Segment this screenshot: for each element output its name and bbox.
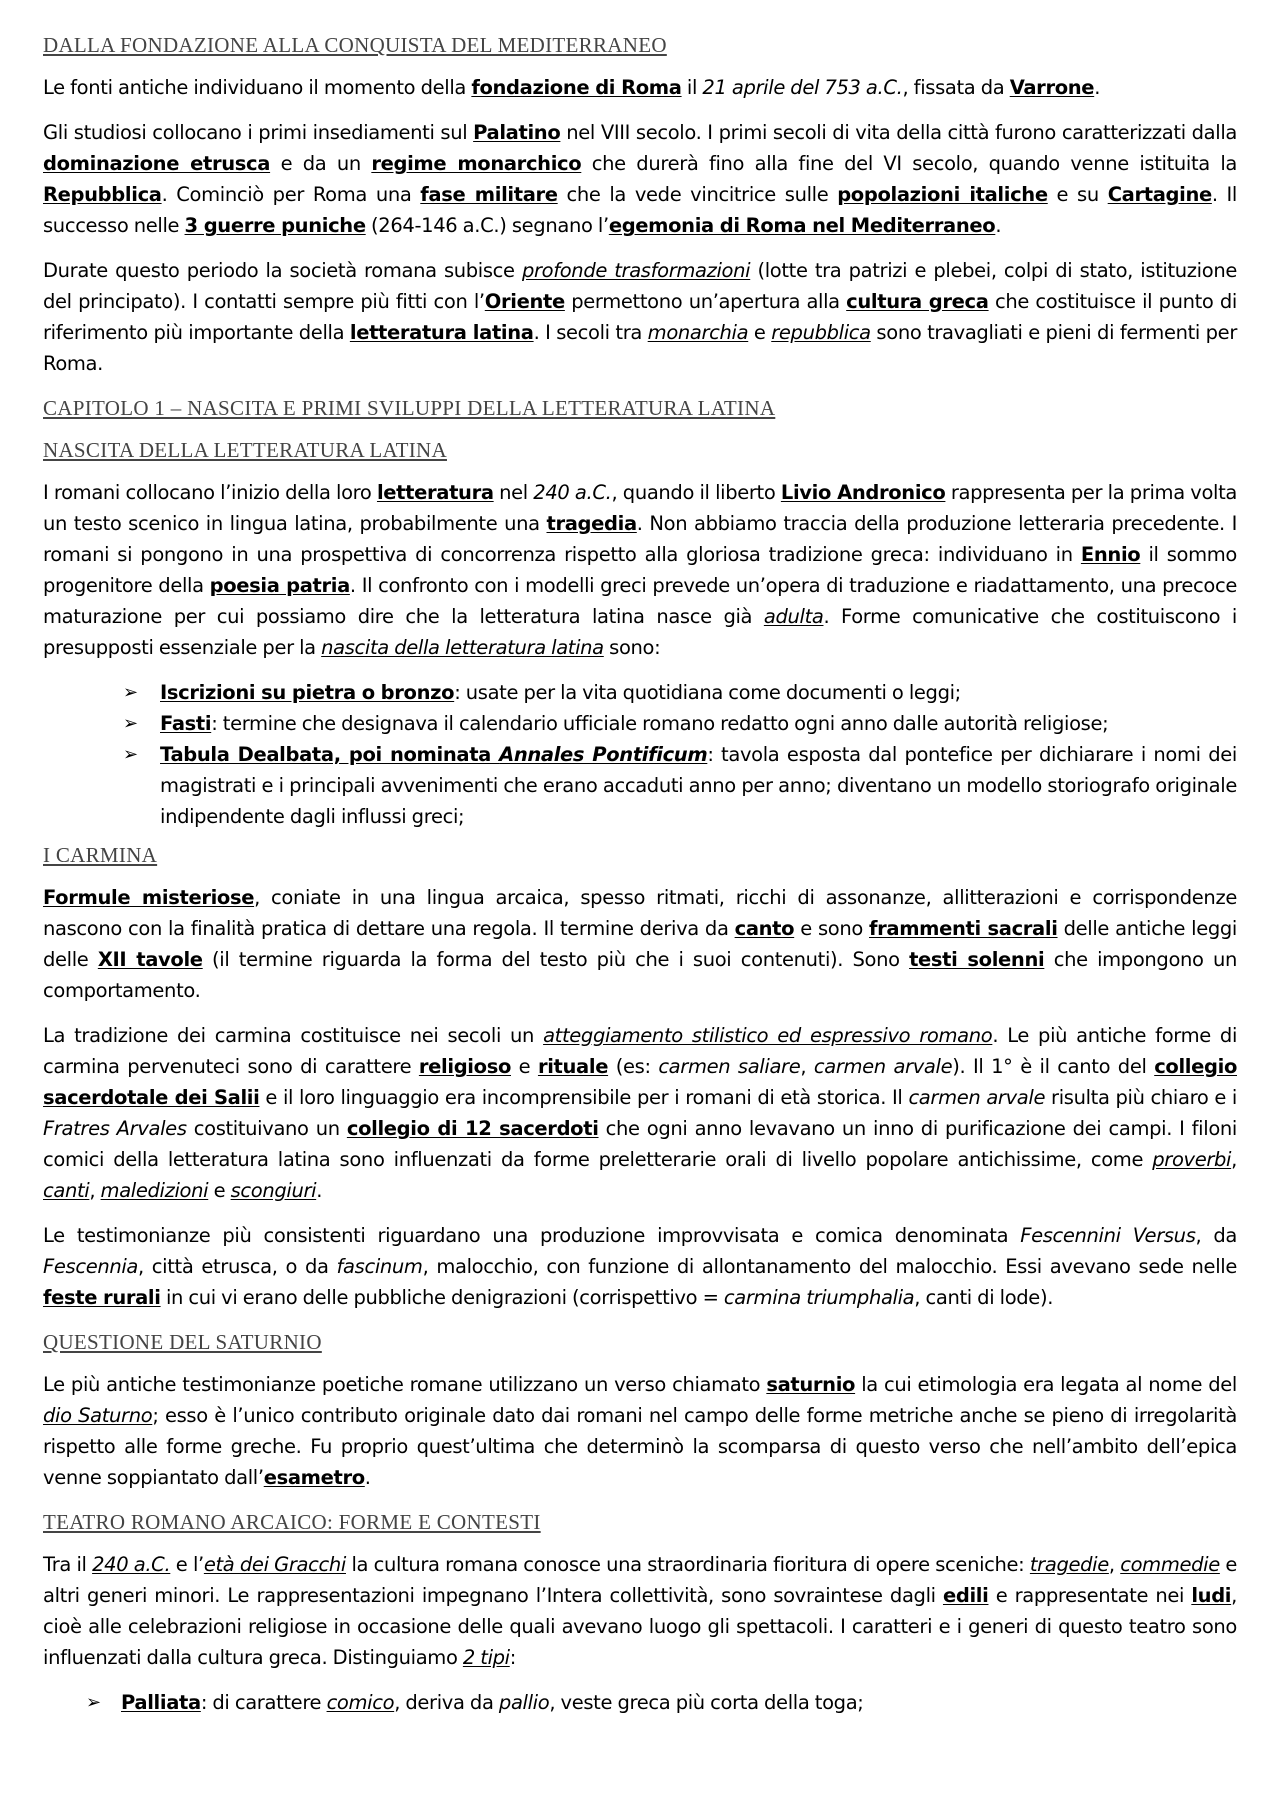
italic-text: Fescennia — [43, 1255, 139, 1278]
list-item — [43, 1687, 1237, 1718]
keyword: Ennio — [1080, 543, 1141, 566]
section-heading-saturnio: QUESTIONE DEL SATURNIO — [43, 1330, 322, 1354]
paragraph-formulae — [43, 882, 1237, 1006]
text-run: e l’ — [170, 1553, 204, 1576]
keyword: Iscrizioni su pietra o bronzo — [160, 681, 455, 704]
text-run: : — [509, 1646, 516, 1669]
text-run: nel VIII secolo. I primi secoli di vita della città furono caratterizzati dalla — [560, 121, 1237, 144]
text-run: : di carattere — [200, 1691, 327, 1714]
text-run: , fissata da — [902, 76, 1010, 99]
keyword: egemonia di Roma nel Mediterraneo — [608, 214, 996, 237]
text-run: , canti di lode). — [914, 1286, 1054, 1309]
keyword: esametro — [263, 1466, 365, 1489]
text-run: e — [511, 1055, 538, 1078]
text-run: , — [89, 1179, 101, 1202]
keyword: tragedia — [546, 512, 637, 535]
paragraph-theatre — [43, 1549, 1237, 1673]
italic-keyword: adulta — [763, 605, 824, 628]
italic-text: fascinum — [336, 1255, 423, 1278]
keyword: 3 guerre puniche — [184, 214, 366, 237]
text-run: : usate per la vita quotidiana come documenti o leggi; — [454, 681, 961, 704]
keyword: dominazione etrusca — [43, 152, 271, 175]
section-heading-foundation: DALLA FONDAZIONE ALLA CONQUISTA DEL MEDITERRANEO — [43, 33, 667, 57]
keyword: collegio sacerdotale dei Salii — [43, 1055, 1237, 1109]
italic-keyword: maledizioni — [100, 1179, 209, 1202]
keyword: cultura greca — [846, 290, 989, 313]
italic-text: Fratres Arvales — [43, 1117, 187, 1140]
keyword: feste rurali — [43, 1286, 161, 1309]
text-run: . Il confronto con i modelli greci prevede un’opera di traduzione e riadattamento, una precoce maturazione per cui possiamo dire che la letteratura latina nasce già — [43, 574, 1238, 628]
keyword: Fasti — [160, 712, 212, 735]
text-run: (il termine riguarda la forma del testo più che i suoi contenuti). Sono — [202, 948, 910, 971]
italic-text: carmen arvale — [908, 1086, 1046, 1109]
text-run: . Forme comunicative che costituiscono i presupposti essenziale per la — [43, 605, 1237, 659]
chapter-heading: CAPITOLO 1 – NASCITA E PRIMI SVILUPPI DELLA LETTERATURA LATINA — [43, 396, 776, 420]
italic-keyword: scongiuri — [230, 1179, 317, 1202]
italic-keyword: 240 a.C. — [92, 1553, 171, 1576]
text-run: e — [208, 1179, 231, 1202]
keyword: Varrone — [1009, 76, 1095, 99]
text-run: sono: — [603, 636, 661, 659]
italic-text: carmina triumphalia — [723, 1286, 915, 1309]
text-run: . — [995, 214, 1002, 237]
paragraph-saturnio — [43, 1369, 1237, 1493]
list-item — [43, 677, 1237, 708]
keyword: fase militare — [420, 183, 558, 206]
keyword: fondazione di Roma — [471, 76, 682, 99]
forms-list — [43, 677, 1237, 832]
text-run: e — [748, 321, 772, 344]
text-run: (lotte tra patrizi e plebei, colpi di stato, istituzione del principato). I contatti sempre più fitti con l’ — [43, 259, 1237, 313]
text-run: che durerà fino alla fine del VI secolo, quando venne istituita la — [581, 152, 1238, 175]
text-run: rappresenta per la prima volta un testo scenico in lingua latina, probabilmente una — [43, 481, 1237, 535]
keyword: Livio Andronico — [780, 481, 946, 504]
keyword: Palatino — [473, 121, 561, 144]
paragraph-transformations — [43, 255, 1237, 379]
arrow-bullet-icon: ➢ — [86, 1692, 101, 1713]
text-run: e rappresentate nei — [988, 1584, 1192, 1607]
section-heading-carmina: I CARMINA — [43, 843, 158, 867]
text-run: , coniate in una lingua arcaica, spesso ritmati, ricchi di assonanze, allitterazioni e corrispondenze nascono con la finalità pratica di dettare una regola. Il termine deriva da — [43, 886, 1237, 940]
text-run: . Cominciò per Roma una — [161, 183, 421, 206]
text-run: e il loro linguaggio era incomprensibile per i romani di età storica. Il — [259, 1086, 909, 1109]
italic-keyword: atteggiamento stilistico ed espressivo romano — [543, 1024, 993, 1047]
text-run: che impongono un comportamento. — [43, 948, 1237, 1002]
text-run: delle antiche leggi delle — [43, 917, 1238, 971]
italic-keyword: 2 tipi — [462, 1646, 510, 1669]
paragraph-fescennini — [43, 1220, 1237, 1313]
text-run: . — [1094, 76, 1101, 99]
text-run: . I secoli tra — [533, 321, 648, 344]
italic-keyword: repubblica — [771, 321, 871, 344]
arrow-bullet-icon: ➢ — [123, 744, 138, 765]
text-run: : tavola esposta dal pontefice per dichiarare i nomi dei magistrati e i principali avvenimenti che erano accaduti anno per anno; diventano un modello storiografo originale indipendente dagli influssi greci; — [160, 743, 1237, 828]
paragraph-carmina-tradition — [43, 1020, 1237, 1206]
keyword: canto — [734, 917, 795, 940]
theatre-types-list — [43, 1687, 1237, 1718]
text-run: . — [316, 1179, 323, 1202]
text-run: : termine che designava il calendario ufficiale romano redatto ogni anno dalle autorità religiose; — [211, 712, 1109, 735]
section-heading-birth: NASCITA DELLA LETTERATURA LATINA — [43, 438, 447, 462]
text-run: Gli studiosi collocano i primi insediamenti sul — [43, 121, 474, 144]
text-run: il sommo progenitore della — [43, 543, 1238, 597]
text-run: , quando il liberto — [611, 481, 781, 504]
italic-text: Fescennini Versus — [1020, 1224, 1196, 1247]
text-run: in cui vi erano delle pubbliche denigrazioni (corrispettivo = — [160, 1286, 724, 1309]
text-run: Tra il — [43, 1553, 93, 1576]
text-run: ). Il 1° è il canto del — [952, 1055, 1155, 1078]
text-run: permettono un’apertura alla — [564, 290, 847, 313]
text-run: che ogni anno levavano un inno di purificazione dei campi. I filoni comici della letteratura latina sono influenzati da forme preletterarie orali di livello popolare antichissime, come — [43, 1117, 1237, 1171]
list-item — [43, 739, 1237, 832]
text-run: costituivano un — [186, 1117, 347, 1140]
italic-keyword: Annales Pontificum — [499, 743, 708, 766]
text-run: , città etrusca, o da — [138, 1255, 337, 1278]
italic-keyword: nascita della letteratura latina — [321, 636, 604, 659]
section-heading-theatre: TEATRO ROMANO ARCAICO: FORME E CONTESTI — [43, 1510, 541, 1534]
text-run: , — [800, 1055, 814, 1078]
keyword: popolazioni italiche — [837, 183, 1048, 206]
italic-keyword: dio Saturno — [43, 1404, 153, 1427]
keyword: saturnio — [766, 1373, 856, 1396]
text-run: e su — [1047, 183, 1108, 206]
keyword: Formule misteriose — [43, 886, 255, 909]
keyword: Cartagine — [1107, 183, 1212, 206]
italic-keyword: monarchia — [647, 321, 749, 344]
italic-keyword: canti — [43, 1179, 90, 1202]
text-run: (es: — [608, 1055, 659, 1078]
text-run: il — [681, 76, 703, 99]
text-run: nel — [493, 481, 534, 504]
text-run: Le fonti antiche individuano il momento della — [43, 76, 472, 99]
text-run: , veste greca più corta della toga; — [549, 1691, 864, 1714]
keyword: rituale — [537, 1055, 609, 1078]
keyword: poesia patria — [209, 574, 350, 597]
keyword: Repubblica — [43, 183, 162, 206]
italic-text: carmen saliare — [658, 1055, 801, 1078]
paragraph-early-history — [43, 117, 1237, 241]
italic-keyword: età dei Gracchi — [203, 1553, 346, 1576]
italic-keyword: proverbi — [1152, 1148, 1232, 1171]
text-run: e da un — [270, 152, 372, 175]
text-run: sono travagliati e pieni di fermenti per Roma. — [43, 321, 1237, 375]
text-run: , deriva da — [394, 1691, 499, 1714]
text-run: Le più antiche testimonianze poetiche romane utilizzano un verso chiamato — [43, 1373, 767, 1396]
arrow-bullet-icon: ➢ — [123, 682, 138, 703]
keyword: ludi — [1191, 1584, 1232, 1607]
keyword: XII tavole — [97, 948, 203, 971]
arrow-bullet-icon: ➢ — [123, 713, 138, 734]
italic-text: carmen arvale — [813, 1055, 953, 1078]
keyword: edili — [942, 1584, 989, 1607]
italic-text: 240 a.C. — [533, 481, 612, 504]
paragraph-literature-birth — [43, 477, 1237, 663]
keyword: letteratura — [376, 481, 494, 504]
text-run: , cioè alle celebrazioni religiose in occasione delle quali avevano luogo gli spettacoli. I caratteri e i generi di questo teatro sono influenzati dalla cultura greca. Distinguiamo — [43, 1584, 1237, 1669]
text-run: I romani collocano l’inizio della loro — [43, 481, 377, 504]
text-run: La tradizione dei carmina costituisce nei secoli un — [43, 1024, 544, 1047]
italic-keyword: profonde trasformazioni — [521, 259, 751, 282]
keyword: letteratura latina — [349, 321, 534, 344]
text-run: Le testimonianze più consistenti riguardano una produzione improvvisata e comica denominata — [43, 1224, 1021, 1247]
keyword: regime monarchico — [371, 152, 582, 175]
text-run: . Non abbiamo traccia della produzione letteraria precedente. I romani si pongono in una prospettiva di concorrenza rispetto alla gloriosa tradizione greca: individuano in — [43, 512, 1237, 566]
text-run: che costituisce il punto di riferimento più importante della — [43, 290, 1237, 344]
text-run: . — [364, 1466, 371, 1489]
text-run: risulta più chiaro e i — [1045, 1086, 1237, 1109]
text-run: la cultura romana conosce una straordinaria fioritura di opere sceniche: — [345, 1553, 1030, 1576]
text-run: la cui etimologia era legata al nome del — [855, 1373, 1237, 1396]
italic-text: 21 aprile del 753 a.C. — [702, 76, 903, 99]
italic-keyword: tragedie — [1029, 1553, 1109, 1576]
text-run: ; esso è l’unico contributo originale dato dai romani nel campo delle forme metriche anche se pieno di irregolarità rispetto alle forme greche. Fu proprio quest’ultima che determinò la scomparsa di questo verso che nell’ambito dell’epica venne soppiantato dall’ — [43, 1404, 1237, 1489]
keyword: testi solenni — [909, 948, 1045, 971]
text-run: . Le più antiche forme di carmina pervenuteci sono di carattere — [43, 1024, 1238, 1078]
text-run: Durate questo periodo la società romana subisce — [43, 259, 522, 282]
text-run: , malocchio, con funzione di allontanamento del malocchio. Essi avevano sede nelle — [422, 1255, 1237, 1278]
text-run: , — [1108, 1553, 1121, 1576]
text-run: , — [1231, 1148, 1237, 1171]
text-run: e sono — [794, 917, 869, 940]
italic-keyword: commedie — [1120, 1553, 1220, 1576]
italic-text: pallio — [498, 1691, 550, 1714]
keyword: Tabula Dealbata, poi nominata — [160, 743, 500, 766]
text-run: . Il successo nelle — [43, 183, 1238, 237]
keyword: frammenti sacrali — [869, 917, 1058, 940]
paragraph-foundation-date — [43, 72, 1237, 103]
italic-keyword: comico — [326, 1691, 395, 1714]
keyword: Palliata — [121, 1691, 201, 1714]
keyword: Oriente — [484, 290, 565, 313]
text-run: , da — [1195, 1224, 1237, 1247]
text-run: (264-146 a.C.) segnano l’ — [365, 214, 609, 237]
text-run: e altri generi minori. Le rappresentazioni impegnano l’Intera collettività, sono sovraintese dagli — [43, 1553, 1237, 1607]
list-item — [43, 708, 1237, 739]
keyword: religioso — [418, 1055, 511, 1078]
keyword: collegio di 12 sacerdoti — [346, 1117, 599, 1140]
text-run: che la vede vincitrice sulle — [557, 183, 838, 206]
